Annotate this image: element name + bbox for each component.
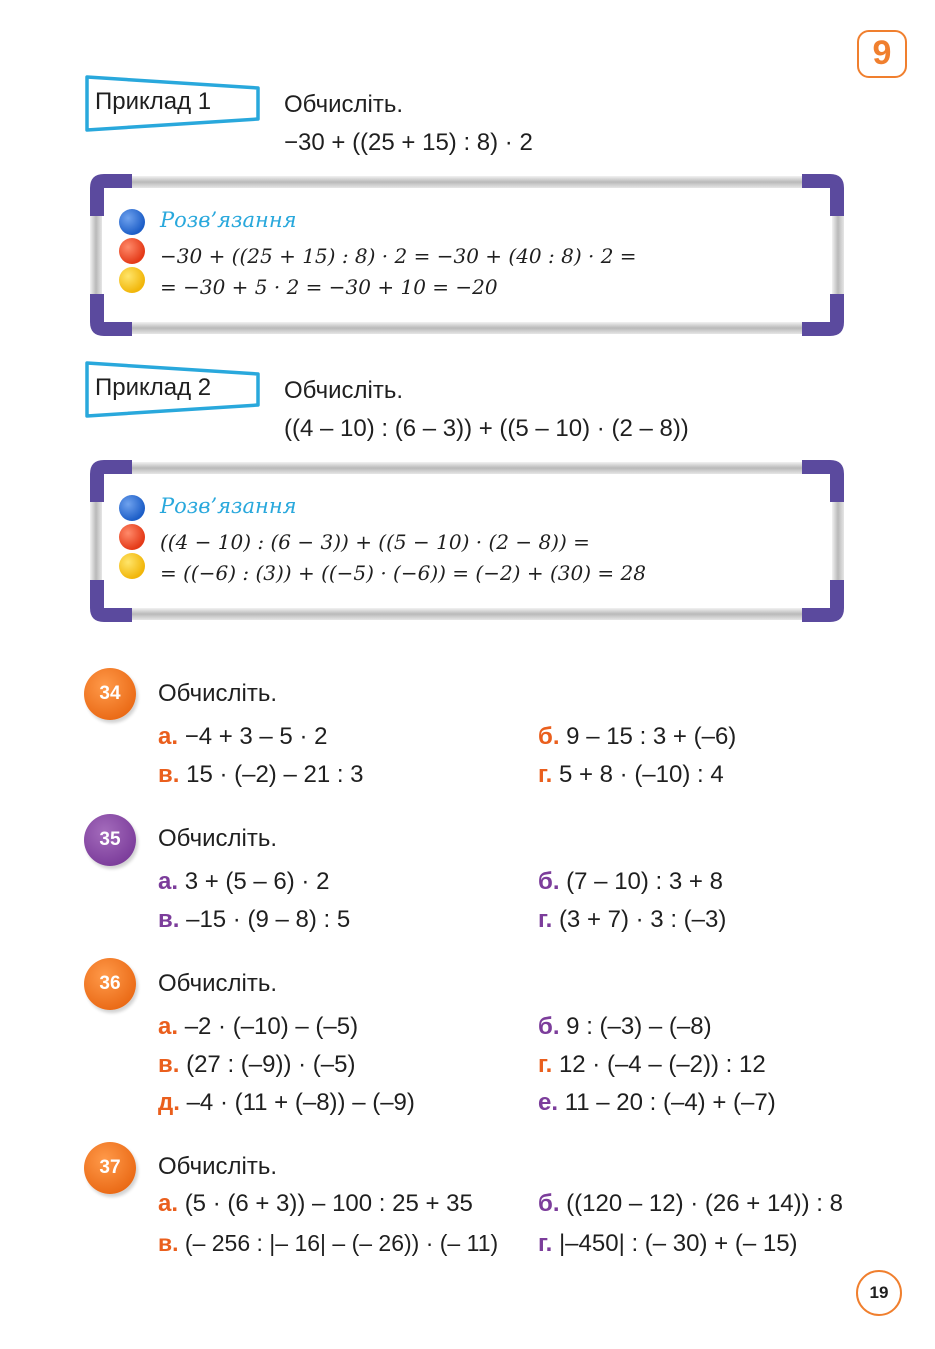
example-1-instruction: Обчисліть.: [284, 91, 404, 118]
red-marker-icon: [119, 238, 145, 264]
example-2-tag: [84, 360, 260, 418]
example-2-instruction: Обчисліть.: [284, 377, 404, 404]
solution-title: Розв’язання: [160, 494, 297, 518]
example-1-tag: [84, 74, 260, 132]
example-1-label: Приклад 1: [95, 88, 212, 115]
task-34-item-a: а. −4 + 3 – 5 · 2: [158, 723, 328, 750]
task-36-item-f: е. 11 – 20 : (–4) + (–7): [538, 1089, 776, 1116]
task-34-item-c: в. 15 · (–2) – 21 : 3: [158, 761, 364, 788]
solution-title: Розв’язання: [160, 208, 297, 232]
yellow-marker-icon: [119, 553, 145, 579]
task-37-number: 37: [84, 1142, 136, 1194]
yellow-marker-icon: [119, 267, 145, 293]
example-1-expression: −30 + ((25 + 15) : 8) · 2: [284, 129, 533, 156]
task-34-item-d: г. 5 + 8 · (–10) : 4: [538, 761, 724, 788]
lesson-number-badge: 9: [857, 30, 907, 78]
task-35-item-c: в. –15 · (9 – 8) : 5: [158, 906, 351, 933]
task-36-item-e: д. –4 · (11 + (–8)) – (–9): [158, 1089, 415, 1116]
solution-line-1: −30 + ((25 + 15) : 8) · 2 = −30 + (40 : 8) · 2 =: [160, 244, 637, 268]
task-36-number: 36: [84, 958, 136, 1010]
task-35-item-b: б. (7 – 10) : 3 + 8: [538, 868, 723, 895]
solution-line-2: = ((−6) : (3)) + ((−5) · (−6)) = (−2) + (30) = 28: [160, 561, 646, 585]
task-35-number: 35: [84, 814, 136, 866]
task-37-item-c: в. (– 256 : |– 16| – (– 26)) · (– 11): [158, 1230, 499, 1256]
example-2-solution-board: [88, 458, 846, 626]
example-1-solution-board: [88, 172, 846, 340]
solution-line-2: = −30 + 5 · 2 = −30 + 10 = −20: [160, 275, 498, 299]
blue-marker-icon: [119, 495, 145, 521]
example-2-label: Приклад 2: [95, 374, 212, 401]
blue-marker-icon: [119, 209, 145, 235]
task-34-item-b: б. 9 – 15 : 3 + (–6): [538, 723, 737, 750]
task-36-item-a: а. –2 · (–10) – (–5): [158, 1013, 359, 1040]
task-36-title: Обчисліть.: [158, 970, 278, 997]
task-37-title: Обчисліть.: [158, 1153, 278, 1180]
task-35-title: Обчисліть.: [158, 825, 278, 852]
task-35-item-a: а. 3 + (5 – 6) · 2: [158, 868, 330, 895]
task-36-item-b: б. 9 : (–3) – (–8): [538, 1013, 712, 1040]
example-2-expression: ((4 – 10) : (6 – 3)) + ((5 – 10) · (2 – 8)): [284, 415, 689, 442]
page-number: 19: [856, 1270, 902, 1316]
task-35-item-d: г. (3 + 7) · 3 : (–3): [538, 906, 727, 933]
task-36-item-d: г. 12 · (–4 – (–2)) : 12: [538, 1051, 766, 1078]
red-marker-icon: [119, 524, 145, 550]
task-34-title: Обчисліть.: [158, 680, 278, 707]
solution-line-1: ((4 − 10) : (6 − 3)) + ((5 − 10) · (2 − 8)) =: [160, 530, 590, 554]
task-37-item-b: б. ((120 – 12) · (26 + 14)) : 8: [538, 1190, 843, 1217]
task-37-item-a: а. (5 · (6 + 3)) – 100 : 25 + 35: [158, 1190, 473, 1217]
task-34-number: 34: [84, 668, 136, 720]
task-37-item-d: г. |–450| : (– 30) + (– 15): [538, 1230, 798, 1257]
task-36-item-c: в. (27 : (–9)) · (–5): [158, 1051, 356, 1078]
